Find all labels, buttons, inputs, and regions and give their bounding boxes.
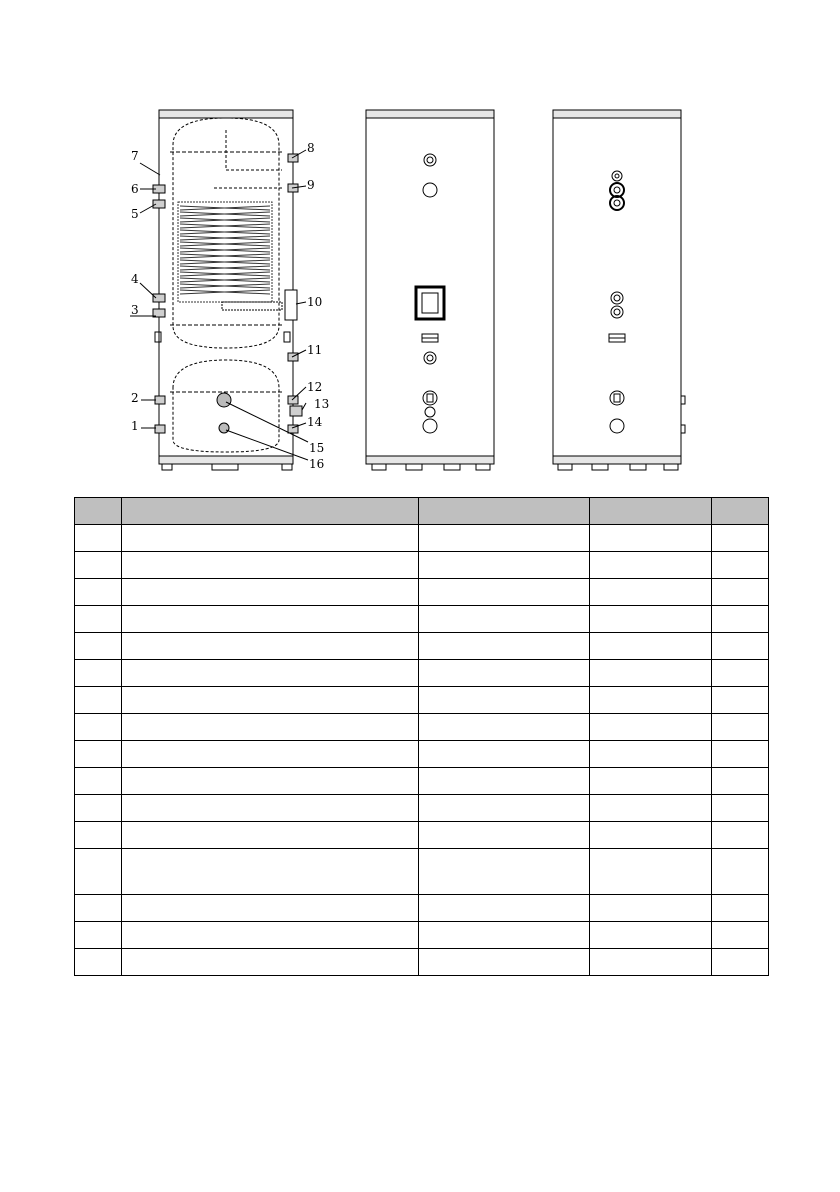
table-cell — [419, 849, 590, 895]
control-panel — [416, 287, 444, 319]
table-cell — [122, 822, 419, 849]
table-cell — [419, 525, 590, 552]
table-cell — [712, 714, 769, 741]
table-cell — [419, 714, 590, 741]
table-cell — [75, 768, 122, 795]
table-row — [75, 822, 769, 849]
spec-table — [74, 497, 769, 976]
table-row — [75, 525, 769, 552]
callout-13: 13 — [314, 397, 330, 411]
side-section-view — [130, 110, 308, 470]
table-cell — [712, 795, 769, 822]
table-cell — [75, 579, 122, 606]
table-cell — [590, 552, 712, 579]
callout-10: 10 — [307, 295, 323, 309]
table-cell — [75, 552, 122, 579]
table-cell — [590, 795, 712, 822]
table-cell — [122, 795, 419, 822]
table-header-row — [75, 498, 769, 525]
table-cell — [75, 525, 122, 552]
table-cell — [590, 633, 712, 660]
base — [159, 456, 293, 464]
table-cell — [75, 741, 122, 768]
table-cell — [122, 660, 419, 687]
table-cell — [75, 714, 122, 741]
table-cell — [419, 895, 590, 922]
table-cell — [419, 822, 590, 849]
table-cell — [419, 687, 590, 714]
table-cell — [122, 922, 419, 949]
table-cell — [75, 633, 122, 660]
callout-7: 7 — [131, 149, 139, 163]
table-cell — [712, 922, 769, 949]
table-cell — [590, 714, 712, 741]
table-cell — [712, 768, 769, 795]
header-cell — [712, 498, 769, 525]
table-row — [75, 714, 769, 741]
callout-9: 9 — [307, 178, 315, 192]
table-cell — [122, 633, 419, 660]
table-row — [75, 606, 769, 633]
table-cell — [590, 579, 712, 606]
table-cell — [712, 687, 769, 714]
table-row — [75, 895, 769, 922]
table-row — [75, 687, 769, 714]
table-row — [75, 849, 769, 895]
callout-3: 3 — [131, 303, 139, 317]
table-cell — [419, 606, 590, 633]
callout-14: 14 — [307, 415, 323, 429]
table-row — [75, 922, 769, 949]
table-cell — [712, 660, 769, 687]
table-cell — [590, 949, 712, 976]
table-cell — [75, 660, 122, 687]
callout-2: 2 — [131, 391, 139, 405]
callout-4: 4 — [131, 272, 139, 286]
table-cell — [419, 741, 590, 768]
front-view — [366, 110, 494, 470]
table-row — [75, 795, 769, 822]
callout-11: 11 — [307, 343, 323, 357]
table-cell — [419, 633, 590, 660]
table-cell — [419, 795, 590, 822]
callout-12: 12 — [307, 380, 323, 394]
table-cell — [75, 949, 122, 976]
table-cell — [712, 606, 769, 633]
tank-outline — [159, 110, 293, 464]
table-cell — [590, 922, 712, 949]
table-cell — [122, 949, 419, 976]
table-cell — [75, 795, 122, 822]
table-cell — [122, 849, 419, 895]
table-cell — [590, 606, 712, 633]
table-cell — [419, 579, 590, 606]
tank-drawings — [0, 0, 840, 490]
callout-16: 16 — [309, 457, 325, 471]
table-cell — [419, 949, 590, 976]
table-cell — [712, 579, 769, 606]
heat-exchanger-coil — [178, 202, 272, 302]
table-cell — [590, 849, 712, 895]
table-cell — [122, 525, 419, 552]
table-cell — [712, 741, 769, 768]
table-cell — [75, 606, 122, 633]
table-row — [75, 579, 769, 606]
table-cell — [712, 525, 769, 552]
callout-15: 15 — [309, 441, 325, 455]
table-cell — [122, 606, 419, 633]
table-cell — [122, 741, 419, 768]
table-row — [75, 633, 769, 660]
table-cell — [419, 552, 590, 579]
table-row — [75, 768, 769, 795]
top-cap — [159, 110, 293, 118]
header-cell — [590, 498, 712, 525]
table-cell — [590, 525, 712, 552]
table-cell — [122, 687, 419, 714]
table-cell — [712, 949, 769, 976]
table-cell — [712, 849, 769, 895]
callout-1: 1 — [131, 419, 139, 433]
table-cell — [75, 849, 122, 895]
table-cell — [122, 552, 419, 579]
table-cell — [590, 822, 712, 849]
table-cell — [590, 895, 712, 922]
table-cell — [590, 741, 712, 768]
header-cell — [75, 498, 122, 525]
table-cell — [75, 922, 122, 949]
table-row — [75, 949, 769, 976]
table-cell — [419, 660, 590, 687]
table-row — [75, 741, 769, 768]
table-cell — [590, 768, 712, 795]
table-cell — [122, 895, 419, 922]
table-cell — [419, 922, 590, 949]
callout-5: 5 — [131, 207, 139, 221]
table-cell — [75, 895, 122, 922]
table-cell — [122, 768, 419, 795]
table-cell — [75, 687, 122, 714]
table-cell — [712, 633, 769, 660]
callout-6: 6 — [131, 182, 139, 196]
table-row — [75, 660, 769, 687]
table-cell — [712, 822, 769, 849]
table-cell — [712, 552, 769, 579]
table-cell — [712, 895, 769, 922]
callout-8: 8 — [307, 141, 315, 155]
header-cell — [122, 498, 419, 525]
table-cell — [122, 579, 419, 606]
table-cell — [590, 687, 712, 714]
table-cell — [122, 714, 419, 741]
back-view — [553, 110, 685, 470]
table-cell — [75, 822, 122, 849]
table-cell — [590, 660, 712, 687]
table-cell — [419, 768, 590, 795]
table-row — [75, 552, 769, 579]
leader-lines — [130, 150, 308, 460]
header-cell — [419, 498, 590, 525]
